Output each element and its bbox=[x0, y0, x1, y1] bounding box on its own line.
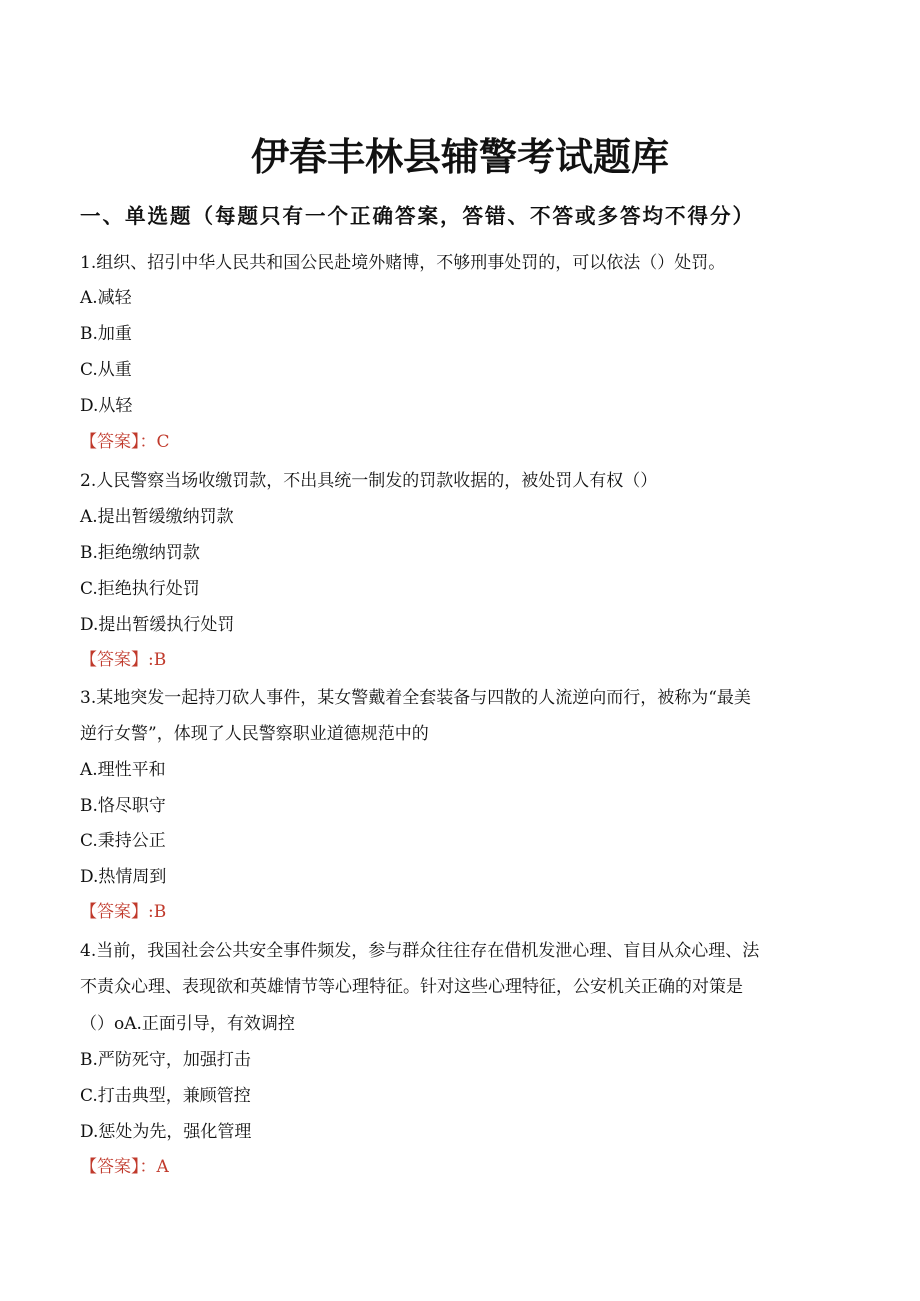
question-1-answer bbox=[80, 430, 170, 454]
question-3-option-c: C.秉持公正 bbox=[80, 831, 166, 851]
answer-separator: : bbox=[148, 902, 154, 922]
question-2-answer bbox=[80, 648, 166, 672]
question-1-option-a: A.减轻 bbox=[80, 288, 132, 308]
question-4-option-d: D.惩处为先，强化管理 bbox=[80, 1122, 252, 1142]
question-4-option-b: B.严防死守，加强打击 bbox=[80, 1050, 251, 1070]
answer-value: C bbox=[156, 432, 170, 452]
question-4-text-line-1: 4.当前，我国社会公共安全事件频发，参与群众往往存在借机发泄心理、盲目从众心理、法 bbox=[80, 941, 760, 961]
question-2-text: 2.人民警察当场收缴罚款，不出具统一制发的罚款收据的，被处罚人有权（） bbox=[80, 471, 658, 491]
answer-separator: ： bbox=[139, 432, 157, 452]
question-1-text: 1.组织、招引中华人民共和国公民赴境外赌博，不够刑事处罚的，可以依法（）处罚。 bbox=[80, 253, 726, 273]
answer-label: 【答案】 bbox=[80, 432, 140, 452]
section-heading: 一、单选题（每题只有一个正确答案，答错、不答或多答均不得分） bbox=[80, 204, 755, 228]
question-1-option-d: D.从轻 bbox=[80, 396, 133, 416]
question-2-option-b: B.拒绝缴纳罚款 bbox=[80, 543, 200, 563]
question-3-text-line-2: 逆行女警”，体现了人民警察职业道德规范中的 bbox=[80, 724, 429, 744]
answer-separator: ： bbox=[139, 1157, 157, 1177]
question-3-option-d: D.热情周到 bbox=[80, 867, 167, 887]
answer-label: 【答案】 bbox=[80, 650, 148, 670]
question-3-option-b: B.恪尽职守 bbox=[80, 796, 166, 816]
answer-separator: : bbox=[148, 650, 154, 670]
question-2-option-c: C.拒绝执行处罚 bbox=[80, 579, 200, 599]
answer-label: 【答案】 bbox=[80, 1157, 140, 1177]
answer-value: B bbox=[153, 650, 167, 670]
question-3-option-a: A.理性平和 bbox=[80, 760, 166, 780]
question-3-text-line-1: 3.某地突发一起持刀砍人事件，某女警戴着全套装备与四散的人流逆向而行，被称为“最美 bbox=[80, 688, 751, 708]
question-2-option-d: D.提出暂缓执行处罚 bbox=[80, 615, 235, 635]
question-4-option-c: C.打击典型，兼顾管控 bbox=[80, 1086, 251, 1106]
page-title: 伊春丰林县辅警考试题库 bbox=[250, 135, 669, 179]
question-1-option-b: B.加重 bbox=[80, 324, 132, 344]
answer-value: A bbox=[156, 1157, 169, 1177]
question-4-answer bbox=[80, 1155, 169, 1179]
answer-value: B bbox=[153, 902, 167, 922]
answer-label: 【答案】 bbox=[80, 902, 148, 922]
question-1-option-c: C.从重 bbox=[80, 360, 132, 380]
question-4-text-line-3: （）oA.正面引导，有效调控 bbox=[80, 1014, 295, 1034]
question-4-text-line-2: 不责众心理、表现欲和英雄情节等心理特征。针对这些心理特征，公安机关正确的对策是 bbox=[80, 977, 743, 997]
question-2-option-a: A.提出暂缓缴纳罚款 bbox=[80, 507, 234, 527]
question-3-answer bbox=[80, 900, 166, 924]
